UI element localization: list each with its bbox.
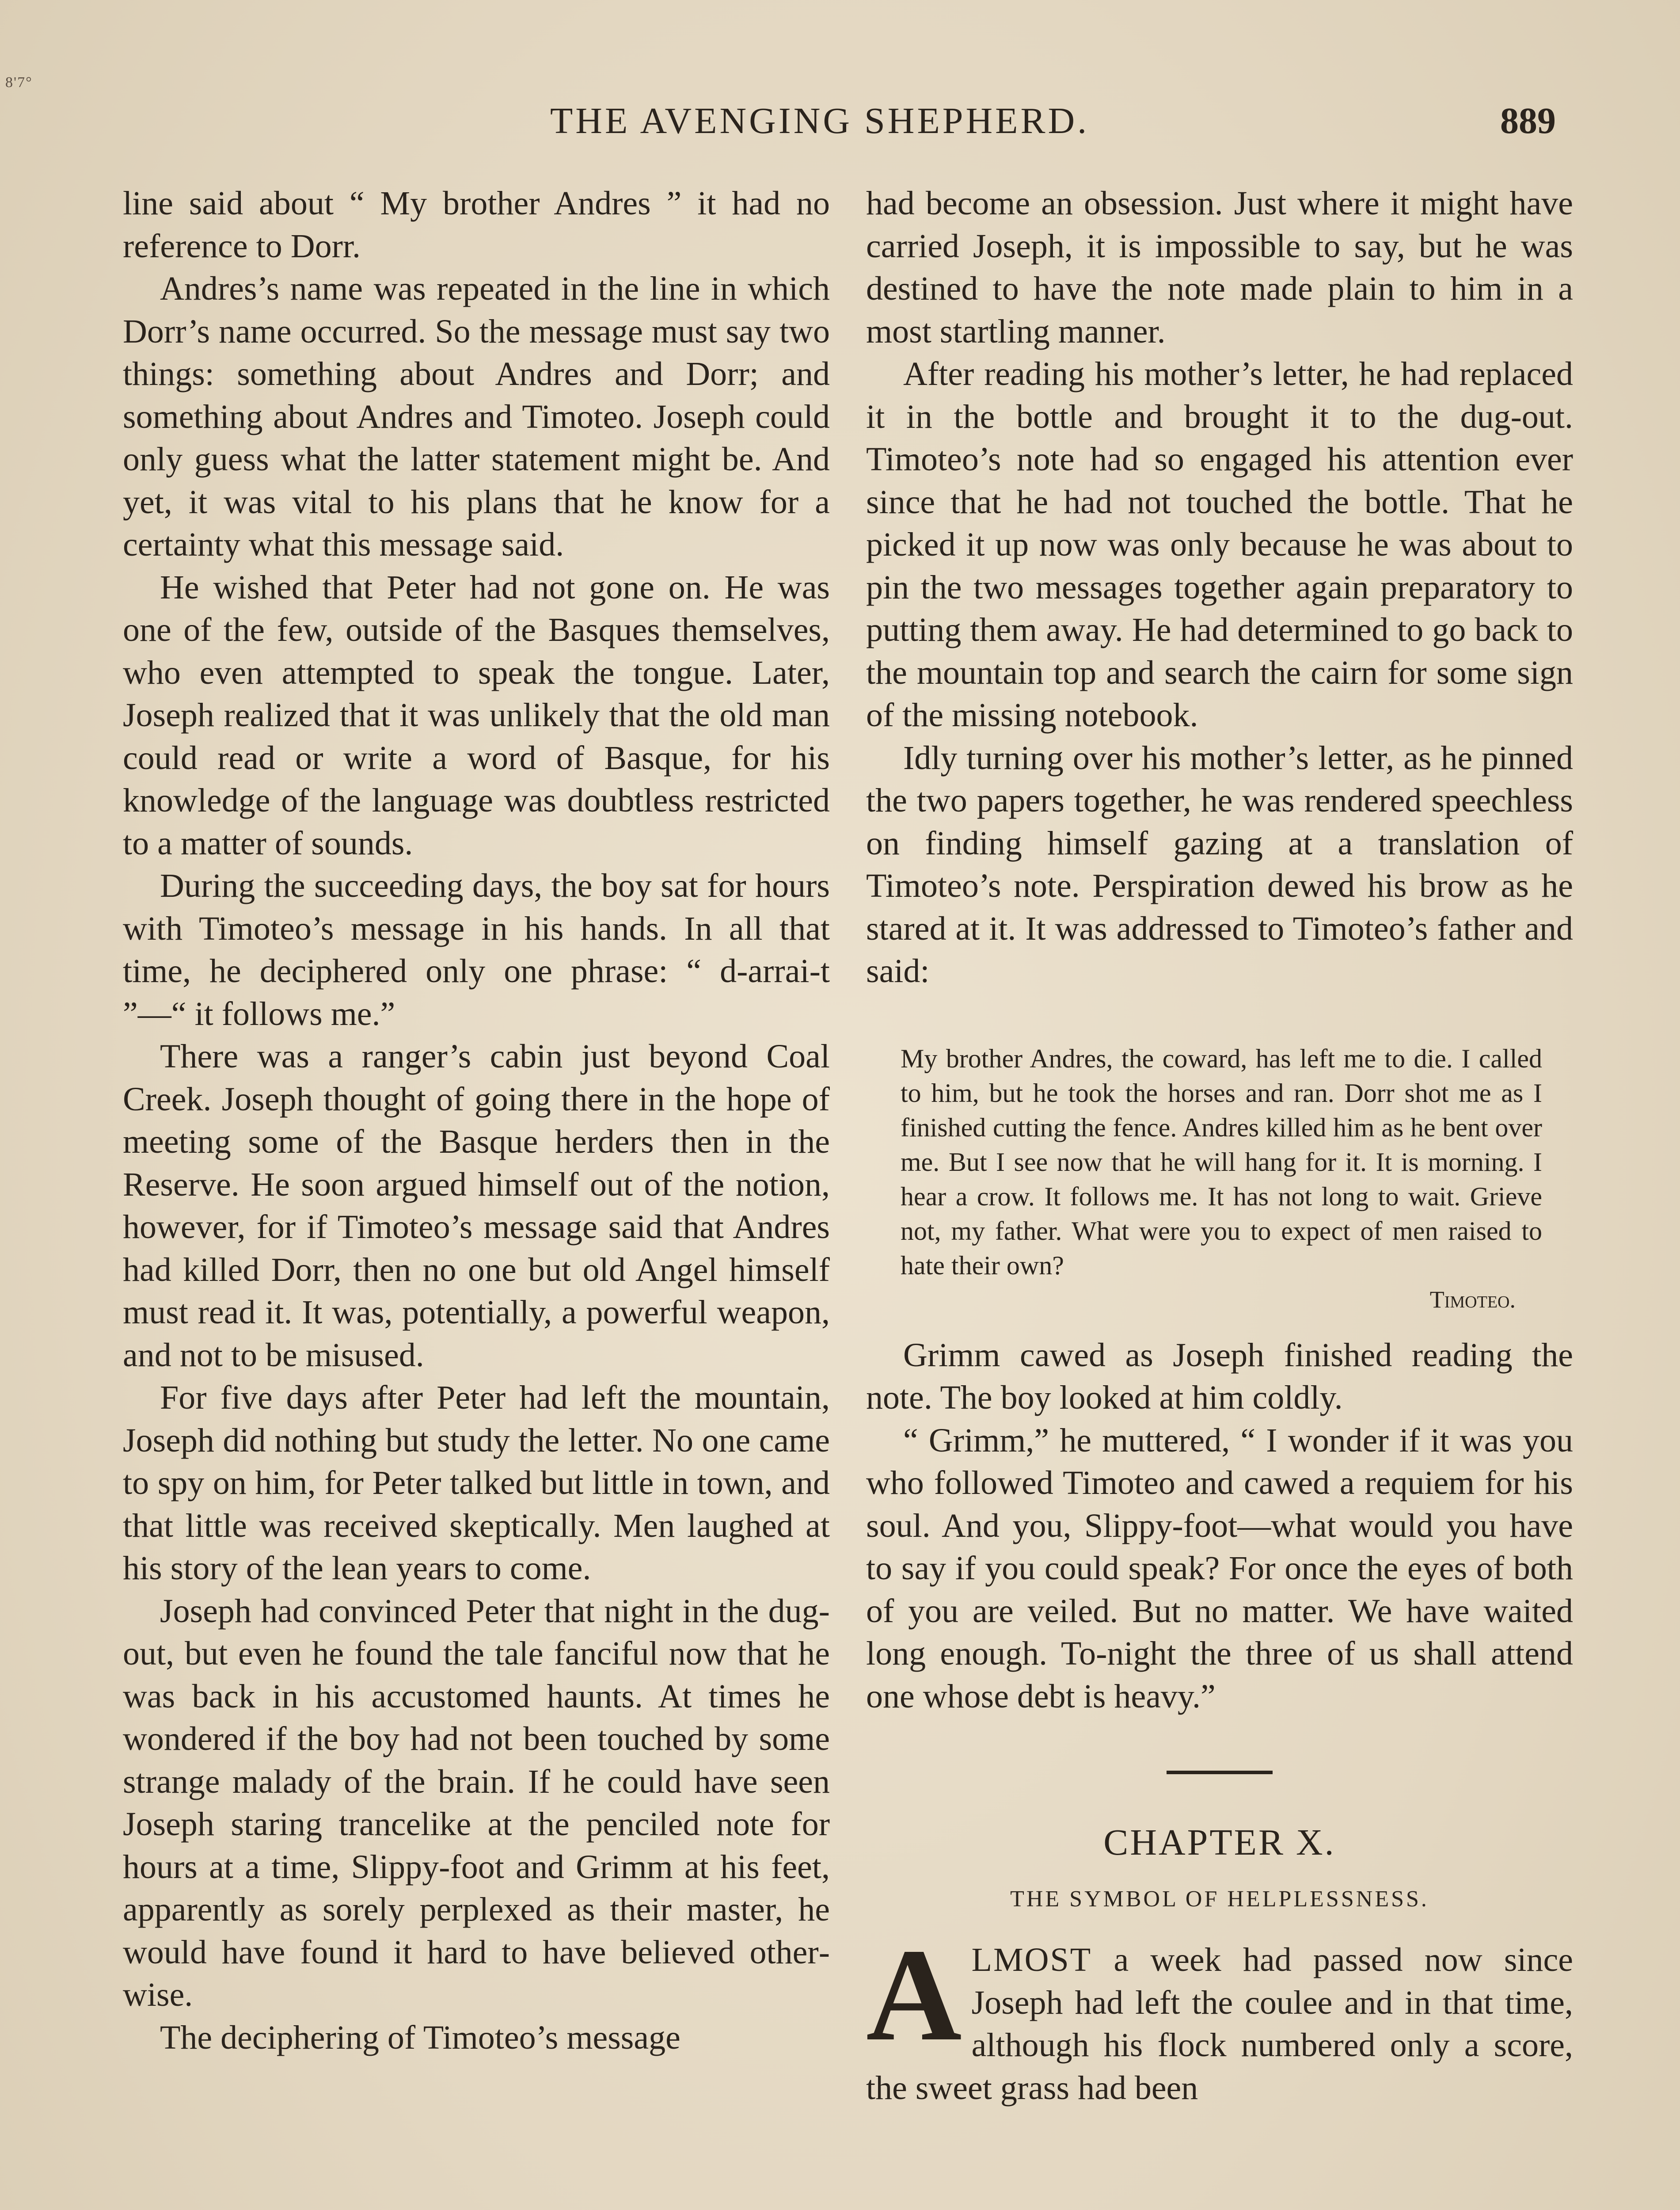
section-divider [1167, 1771, 1273, 1774]
paragraph: “ Grimm,” he muttered, “ I wonder if it was you who followed Timoteo and cawed a requiem for his soul. And you, Slippy-foot—what would you have to say if you could speak? For once the eyes of both of you are veiled. But no matter. We have waited long enough. To-night the three of us shall attend one whose debt is heavy.” [866, 1421, 1573, 1715]
paragraph: There was a ranger’s cabin just beyond Coal Creek. Joseph thought of going there in the hope of meeting some of the Basque herders then in the Reserve. He soon argued himself out of the notion, however, for if Timoteo’s message said that Andres had killed Dorr, then no one but old Angel himself must read it. It was, potentially, a powerful weapon, and not to be misused. [123, 1038, 830, 1374]
drop-cap: A [866, 1921, 962, 2068]
paragraph: Grimm cawed as Joseph finished reading the note. The boy looked at him coldly. [866, 1336, 1573, 1416]
corner-mark: 8'7° [5, 74, 33, 91]
running-title: THE AVENGING SHEPHERD. [550, 100, 1090, 141]
right-column [866, 182, 1573, 2109]
quoted-letter [901, 1041, 1542, 1316]
letter-text: My brother Andres, the coward, has left me to die. I called to him, but he took the horses and ran. Dorr shot me as I finished cutting the fence. Andres killed him as he bent over me. But I see now that he will hang for it. It is morning. I hear a crow. It follows me. It has not long to wait. Grieve not, my father. What were you to expect of men raised to hate their own? [901, 1044, 1542, 1280]
paragraph: During the succeeding days, the boy sat for hours with Timoteo’s message in his hands. In all that time, he deciphered only one phrase: “ d-arrai-t ”—“ it follows me.” [123, 867, 830, 1033]
paragraph: Idly turning over his mother’s letter, as he pinned the two papers together, he was rendered speechless on finding himself gazing at a translation of Timoteo’s note. Perspiration dewed his brow as he stared at it. It was addressed to Timoteo’s father and said: [866, 739, 1573, 990]
left-column [123, 182, 830, 2059]
paragraph: He wished that Peter had not gone on. He was one of the few, outside of the Basques themselves, who even attempted to speak the tongue. Later, Joseph realized that it was unlikely that the old man could read or write a word of Basque, for his knowledge of the language was doubtless restricted to a matter of sounds. [123, 568, 830, 862]
chapter-heading: CHAPTER X. [1103, 1822, 1336, 1863]
paragraph: For five days after Peter had left the mountain, Joseph did nothing but study the letter. No one came to spy on him, for Peter talked but little in town, and that little was received skeptically. Men laughed at his story of the lean years to come. [123, 1379, 830, 1587]
paragraph: Joseph had convinced Peter that night in the dug-out, but even he found the tale fanciful now that he was back in his accustomed haunts. At times he wondered if the boy had not been touched by some strange malady of the brain. If he could have seen Joseph staring trancelike at the penciled note for hours at a time, Slippy-foot and Grimm at his feet, apparently as sorely perplexed as their master, he would have found it hard to have believed otherwise. [123, 1592, 830, 2013]
opening-caps: LMOST [971, 1941, 1092, 1978]
chapter-title: THE SYMBOL OF HELPLESSNESS. [1010, 1886, 1429, 1912]
opening-text: a week had passed now since Joseph had left the coulee and in that time, although his flock numbered only a score, the sweet grass had been [866, 1941, 1573, 2107]
paragraph: Andres’s name was repeated in the line in which Dorr’s name occurred. So the message must say two things: something about Andres and Dorr; and something about Andres and Timoteo. Joseph could only guess what the latter statement might be. And yet, it was vital to his plans that he know for a certainty what this message said. [123, 270, 830, 563]
paragraph: After reading his mother’s letter, he had replaced it in the bottle and brought it to the dug-out. Timoteo’s note had so engaged his attention ever since that he had not touched the bottle. That he picked it up now was only because he was about to pin the two messages together again preparatory to putting them away. He had determined to go back to the mountain top and search the cairn for some sign of the missing notebook. [866, 355, 1573, 734]
paragraph: had become an obsession. Just where it might have carried Joseph, it is impossible to say, but he was destined to have the note made plain to him in a most startling manner. [866, 185, 1573, 350]
paragraph: line said about “ My brother Andres ” it had no reference to Dorr. [123, 185, 830, 265]
paragraph: The deciphering of Timoteo’s message [160, 2019, 680, 2056]
running-head [0, 99, 1680, 148]
letter-signature: Timoteo. [1429, 1286, 1516, 1313]
page-number: 889 [1500, 100, 1556, 141]
chapter-opening-paragraph [866, 1921, 1573, 2109]
